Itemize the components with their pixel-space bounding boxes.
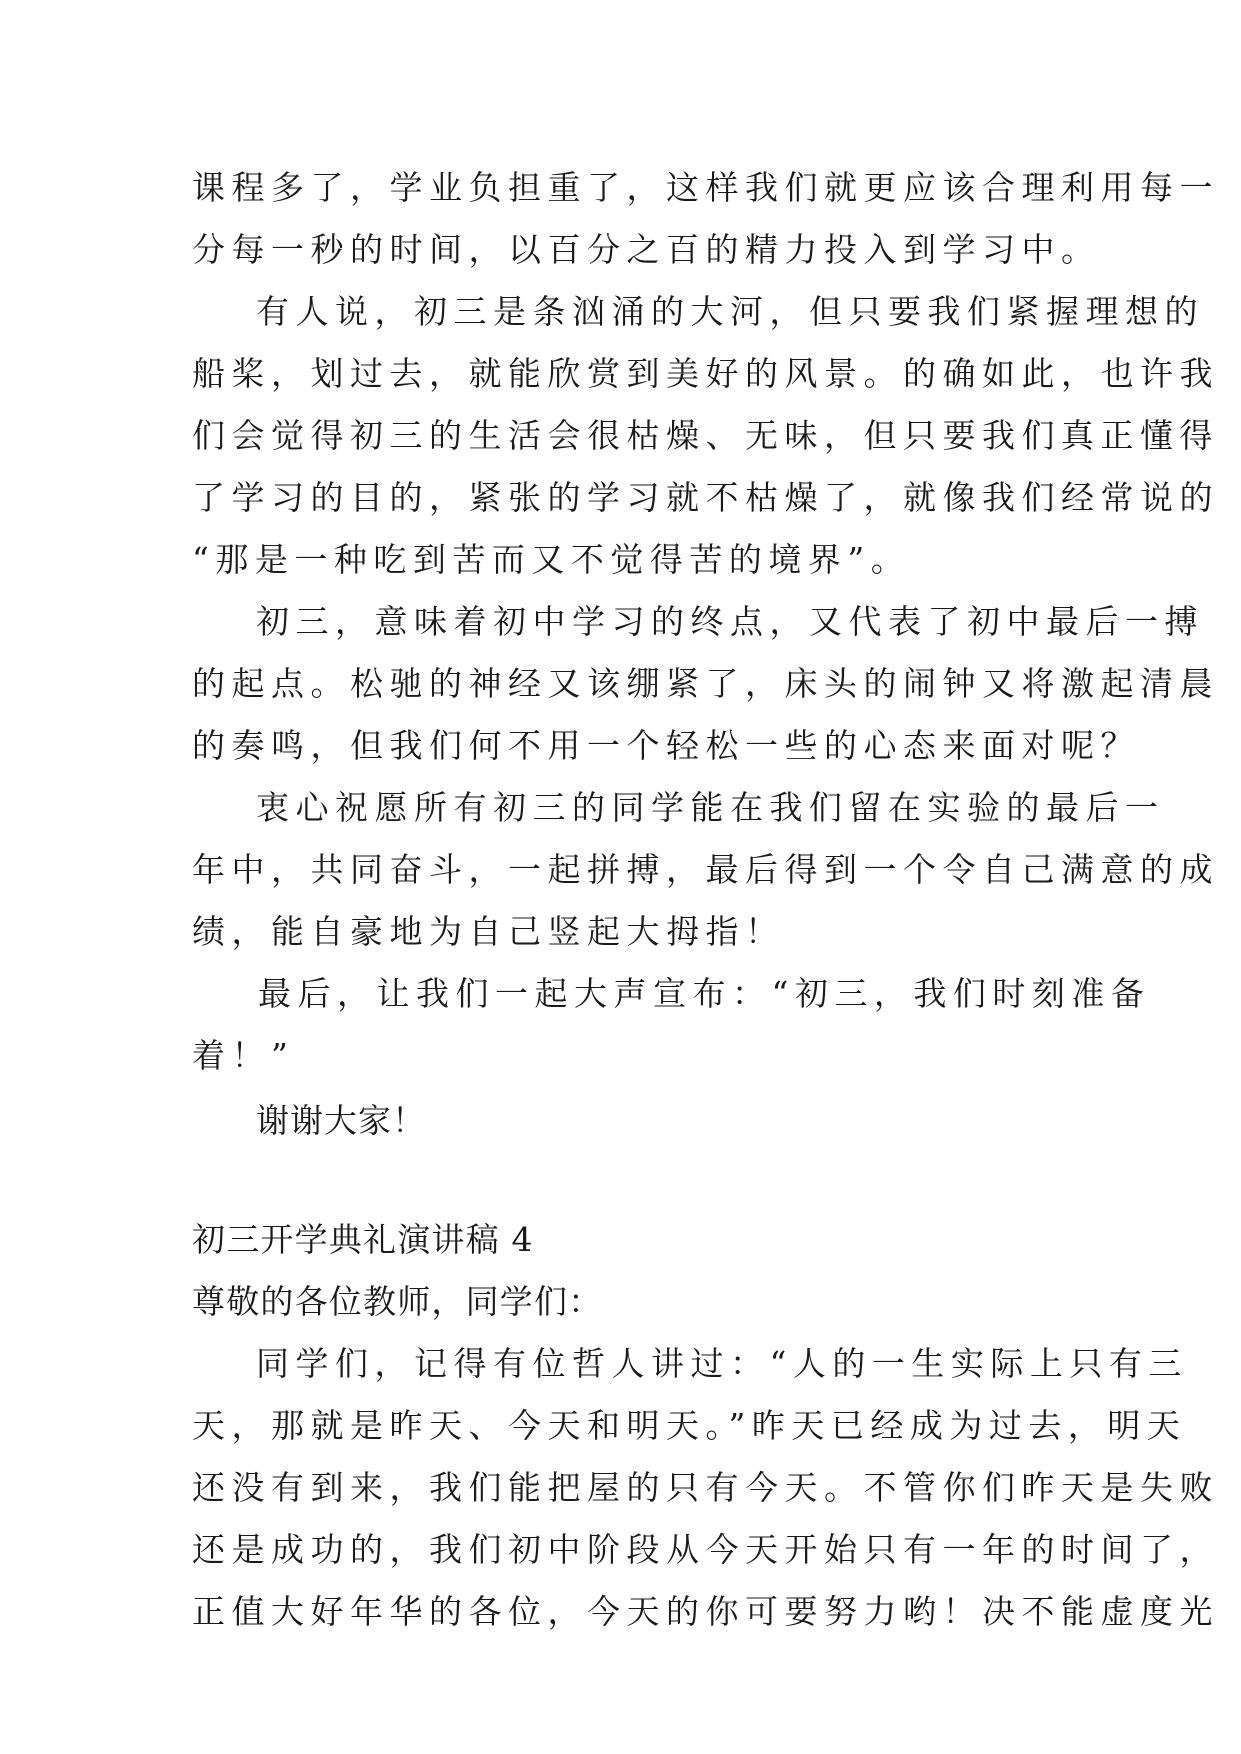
- paragraph-line: 们会觉得初三的生活会很枯燥、无味，但只要我们真正懂得: [192, 416, 1219, 455]
- paragraph-line: 同学们，记得有位哲人讲过：“人的一生实际上只有三: [256, 1344, 1188, 1383]
- paragraph-line: 衷心祝愿所有初三的同学能在我们留在实验的最后一: [256, 788, 1165, 827]
- paragraph-line: 有人说，初三是条汹涌的大河，但只要我们紧握理想的: [256, 292, 1204, 331]
- paragraph-line: 初三，意味着初中学习的终点，又代表了初中最后一搏: [256, 602, 1204, 641]
- paragraph-line: 最后，让我们一起大声宣布：“初三，我们时刻准备: [258, 974, 1151, 1013]
- paragraph-line: 的奏鸣，但我们何不用一个轻松一些的心态来面对呢？: [192, 726, 1140, 765]
- closing-line: 谢谢大家！: [256, 1101, 426, 1140]
- paragraph-line: 天，那就是昨天、今天和明天。”昨天已经成为过去，明天: [192, 1406, 1187, 1445]
- paragraph-line: 年中，共同奋斗，一起拼搏，最后得到一个令自己满意的成: [192, 850, 1219, 889]
- paragraph-line: 还没有到来，我们能把屋的只有今天。不管你们昨天是失败: [192, 1468, 1219, 1507]
- paragraph-line: 正值大好年华的各位，今天的你可要努力哟！决不能虚度光: [192, 1592, 1219, 1631]
- paragraph-line: “那是一种吃到苦而又不觉得苦的境界”。: [192, 540, 911, 579]
- paragraph-line: 课程多了，学业负担重了，这样我们就更应该合理利用每一: [192, 168, 1219, 207]
- paragraph-line: 还是成功的，我们初中阶段从今天开始只有一年的时间了，: [192, 1530, 1219, 1569]
- paragraph-line: 绩，能自豪地为自己竖起大拇指！: [192, 912, 785, 951]
- salutation: 尊敬的各位教师，同学们：: [192, 1282, 603, 1321]
- paragraph-line: 分每一秒的时间，以百分之百的精力投入到学习中。: [192, 230, 1101, 269]
- paragraph-line: 的起点。松驰的神经又该绷紧了，床头的闹钟又将激起清晨: [192, 664, 1219, 703]
- section-title: 初三开学典礼演讲稿 4: [192, 1220, 534, 1259]
- paragraph-line: 了学习的目的，紧张的学习就不枯燥了，就像我们经常说的: [192, 478, 1219, 517]
- paragraph-line: 船桨，划过去，就能欣赏到美好的风景。的确如此，也许我: [192, 354, 1219, 393]
- paragraph-line: 着！”: [192, 1036, 295, 1075]
